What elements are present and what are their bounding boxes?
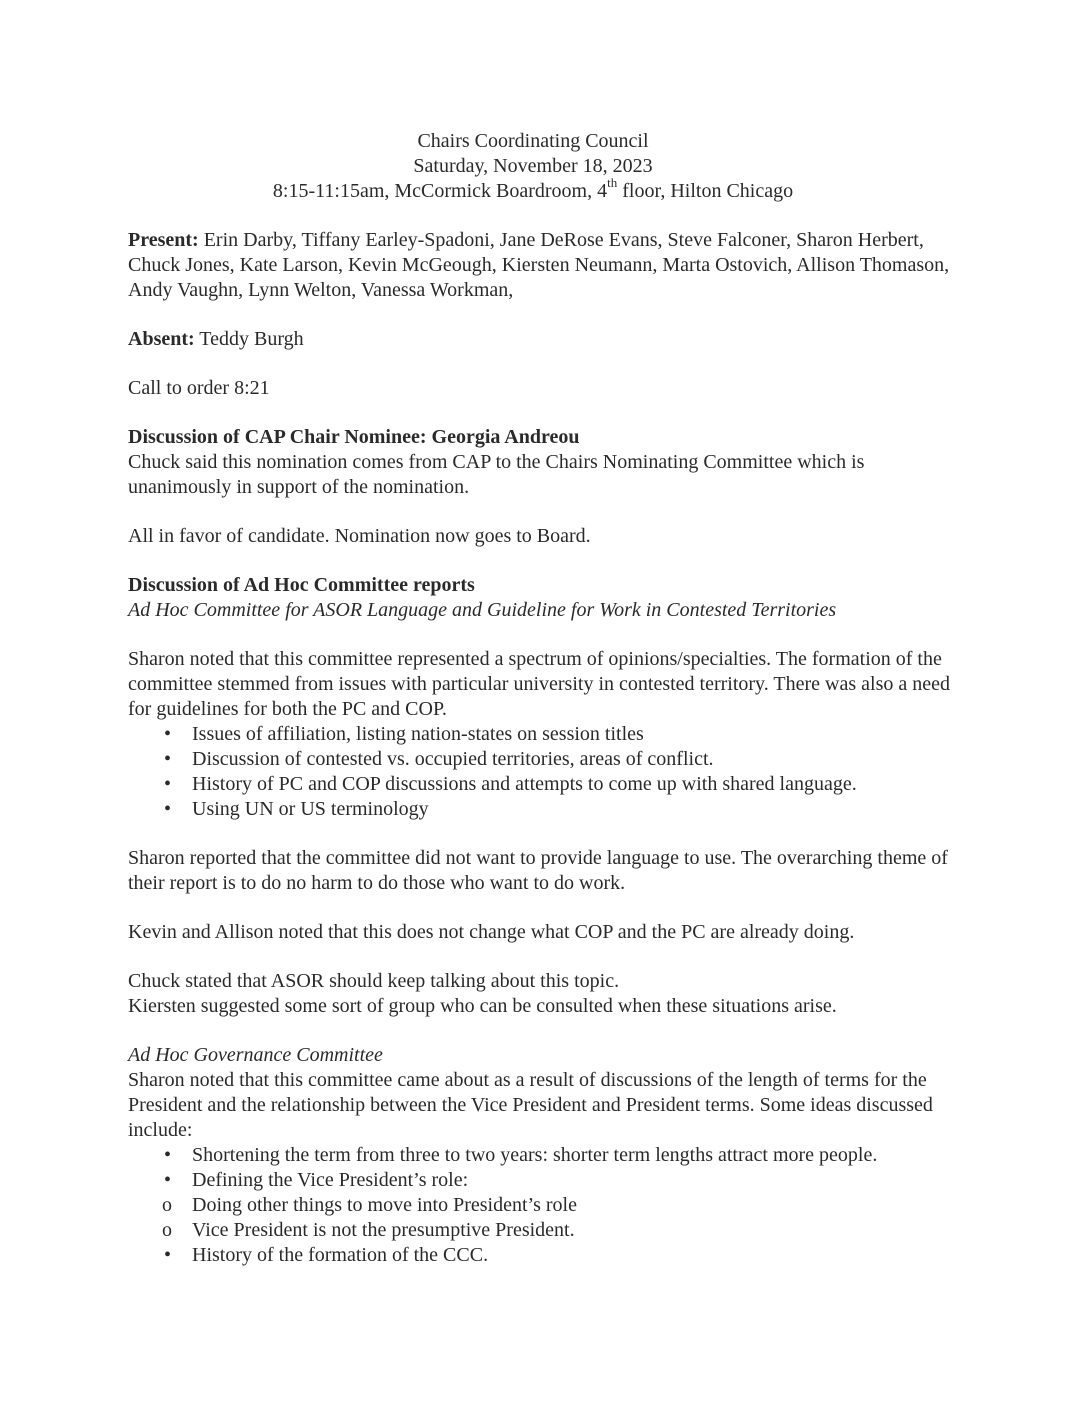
list-item: • Issues of affiliation, listing nation-states on session titles (128, 722, 958, 747)
list-item (128, 1168, 958, 1243)
list-item: • History of the formation of the CCC. (128, 1243, 958, 1268)
governance-intro: Sharon noted that this committee came about as a result of discussions of the length of terms for the President and the relationship between the Vice President and President terms. Some ideas discussed include: (128, 1069, 933, 1141)
governance-sub-list (192, 1193, 958, 1243)
contested-subheading: Ad Hoc Committee for ASOR Language and Guideline for Work in Contested Territories (128, 599, 837, 621)
header-org: Chairs Coordinating Council (417, 130, 649, 152)
adhoc-heading: Discussion of Ad Hoc Committee reports (128, 574, 475, 596)
cap-heading: Discussion of CAP Chair Nominee: Georgia Andreou (128, 426, 580, 448)
absent-paragraph (128, 327, 958, 352)
contested-kevin: Kevin and Allison noted that this does not change what COP and the PC are already doing. (128, 921, 855, 943)
cap-vote: All in favor of candidate. Nomination now goes to Board. (128, 525, 591, 547)
contested-report: Sharon reported that the committee did not want to provide language to use. The overarching theme of their report is to do no harm to do those who want to do work. (128, 847, 948, 894)
call-to-order: Call to order 8:21 (128, 377, 270, 399)
document-header (118, 129, 948, 204)
header-location-pre: 8:15-11:15am, McCormick Boardroom, 4 (272, 180, 608, 202)
header-location (118, 175, 948, 204)
contested-bullet-list (128, 722, 958, 822)
governance-bullet-list (128, 1143, 958, 1268)
sub-list-item: o Doing other things to move into President’s role (128, 1193, 958, 1218)
absent-label: Absent: (128, 328, 195, 350)
list-item: • History of PC and COP discussions and attempts to come up with shared language. (128, 772, 958, 797)
list-item: • Discussion of contested vs. occupied territories, areas of conflict. (128, 747, 958, 772)
contested-intro: Sharon noted that this committee represented a spectrum of opinions/specialties. The formation of the committee stemmed from issues with particular university in contested territory. There was also a need for guidelines for both the PC and COP. (128, 648, 950, 720)
header-location-post: floor, Hilton Chicago (617, 180, 794, 202)
adhoc-heading-block (128, 573, 958, 623)
cap-text: Chuck said this nomination comes from CAP to the Chairs Nominating Committee which is unanimously in support of the nomination. (128, 451, 865, 498)
present-label: Present: (128, 229, 199, 251)
governance-subheading: Ad Hoc Governance Committee (128, 1044, 383, 1066)
list-item: • Shortening the term from three to two years: shorter term lengths attract more people. (128, 1143, 958, 1168)
header-location-sup: th (607, 175, 618, 191)
sub-list-item: o Vice President is not the presumptive President. (128, 1218, 958, 1243)
absent-names: Teddy Burgh (194, 328, 304, 350)
governance-intro-block (128, 1043, 958, 1143)
present-paragraph (128, 228, 958, 303)
list-item: • Using UN or US terminology (128, 797, 958, 822)
header-date: Saturday, November 18, 2023 (413, 155, 653, 177)
list-item-text: Defining the Vice President’s role: (192, 1169, 469, 1191)
present-names: Erin Darby, Tiffany Earley-Spadoni, Jane DeRose Evans, Steve Falconer, Sharon Herbert, Chuck Jones, Kate Larson, Kevin McGeough, Kiersten Neumann, Marta Ostovich, Allison Thomason, Andy Vaughn, Lynn Welton, Vanessa Workman, (128, 229, 950, 301)
cap-section (128, 425, 958, 500)
document-page (128, 129, 958, 1292)
contested-kiersten: Kiersten suggested some sort of group who can be consulted when these situations arise. (128, 995, 837, 1017)
contested-chuck: Chuck stated that ASOR should keep talking about this topic. (128, 970, 620, 992)
contested-followup (128, 969, 958, 1019)
